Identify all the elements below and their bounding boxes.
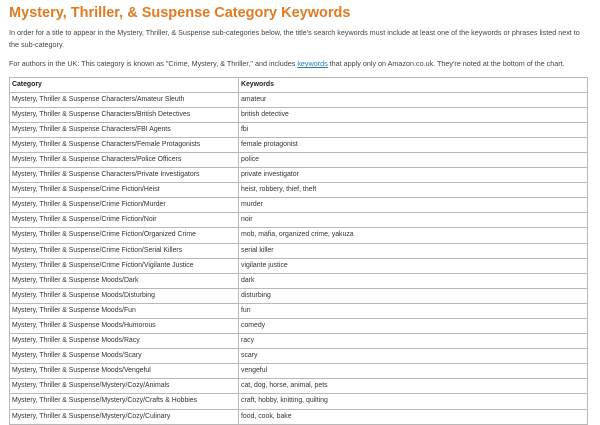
table-row [10,273,588,288]
keywords-cell: british detective [239,107,588,122]
category-cell: Mystery, Thriller & Suspense/Crime Fiction/Heist [10,183,239,198]
category-cell: Mystery, Thriller & Suspense Moods/Humorous [10,319,239,334]
keywords-cell: serial killer [239,243,588,258]
intro-paragraph: In order for a title to appear in the Mystery, Thriller, & Suspense sub-categories below, the title's search keywords must include at least one of the keywords or phrases listed next to the sub-category. [9,28,580,49]
keywords-cell: craft, hobby, knitting, quilting [239,394,588,409]
category-cell: Mystery, Thriller & Suspense Characters/Amateur Sleuth [10,92,239,107]
table-row [10,92,588,107]
table-row [10,137,588,152]
category-cell: Mystery, Thriller & Suspense Characters/Female Protagonists [10,137,239,152]
category-cell: Mystery, Thriller & Suspense Moods/Scary [10,349,239,364]
table-row [10,107,588,122]
uk-note-text-after: that apply only on Amazon.co.uk. They're noted at the bottom of the chart. [327,59,565,68]
category-cell: Mystery, Thriller & Suspense Characters/FBI Agents [10,122,239,137]
table-row [10,334,588,349]
category-cell: Mystery, Thriller & Suspense/Mystery/Cozy/Culinary [10,409,239,424]
table-row [10,152,588,167]
table-row [10,379,588,394]
uk-note-paragraph [9,58,591,70]
category-cell: Mystery, Thriller & Suspense Moods/Dark [10,273,239,288]
table-row [10,394,588,409]
table-row [10,349,588,364]
category-cell: Mystery, Thriller & Suspense/Mystery/Cozy/Animals [10,379,239,394]
table-body [10,92,588,424]
keywords-cell: fun [239,303,588,318]
category-cell: Mystery, Thriller & Suspense Moods/Vengeful [10,364,239,379]
table-row [10,243,588,258]
keywords-cell: vengeful [239,364,588,379]
keywords-cell: cat, dog, horse, animal, pets [239,379,588,394]
table-row [10,364,588,379]
table-row [10,319,588,334]
keywords-cell: disturbing [239,288,588,303]
category-cell: Mystery, Thriller & Suspense Characters/British Detectives [10,107,239,122]
keywords-cell: female protagonist [239,137,588,152]
table-row [10,288,588,303]
category-cell: Mystery, Thriller & Suspense Characters/Police Officers [10,152,239,167]
keywords-cell: racy [239,334,588,349]
category-cell: Mystery, Thriller & Suspense Moods/Disturbing [10,288,239,303]
page-title: Mystery, Thriller, & Suspense Category Keywords [9,5,351,21]
keywords-cell: private investigator [239,168,588,183]
keywords-cell: food, cook, bake [239,409,588,424]
category-cell: Mystery, Thriller & Suspense/Crime Fiction/Vigilante Justice [10,258,239,273]
header-keywords: Keywords [239,77,588,92]
table-row [10,303,588,318]
table-row [10,213,588,228]
table-row [10,122,588,137]
keywords-cell: comedy [239,319,588,334]
keywords-cell: noir [239,213,588,228]
keywords-cell: scary [239,349,588,364]
category-cell: Mystery, Thriller & Suspense/Mystery/Cozy/Crafts & Hobbies [10,394,239,409]
keywords-cell: fbi [239,122,588,137]
uk-note-text-before: For authors in the UK: This category is known as "Crime, Mystery, & Thriller," and includes [9,59,298,68]
keywords-cell: heist, robbery, thief, theft [239,183,588,198]
keywords-link[interactable]: keywords [297,59,328,68]
keywords-cell: police [239,152,588,167]
category-cell: Mystery, Thriller & Suspense/Crime Fiction/Organized Crime [10,228,239,243]
category-cell: Mystery, Thriller & Suspense Moods/Fun [10,303,239,318]
category-cell: Mystery, Thriller & Suspense Characters/Private Investigators [10,168,239,183]
category-cell: Mystery, Thriller & Suspense/Crime Fiction/Noir [10,213,239,228]
table-row [10,228,588,243]
table-header-row [10,77,588,92]
keywords-cell: murder [239,198,588,213]
keywords-cell: vigilante justice [239,258,588,273]
table-row [10,198,588,213]
category-cell: Mystery, Thriller & Suspense/Crime Fiction/Serial Killers [10,243,239,258]
table-row [10,258,588,273]
keywords-cell: amateur [239,92,588,107]
keywords-cell: mob, mafia, organized crime, yakuza [239,228,588,243]
keywords-table [9,77,588,425]
keywords-cell: dark [239,273,588,288]
category-cell: Mystery, Thriller & Suspense/Crime Fiction/Murder [10,198,239,213]
table-row [10,409,588,424]
header-category: Category [10,77,239,92]
category-cell: Mystery, Thriller & Suspense Moods/Racy [10,334,239,349]
table-row [10,183,588,198]
table-row [10,168,588,183]
